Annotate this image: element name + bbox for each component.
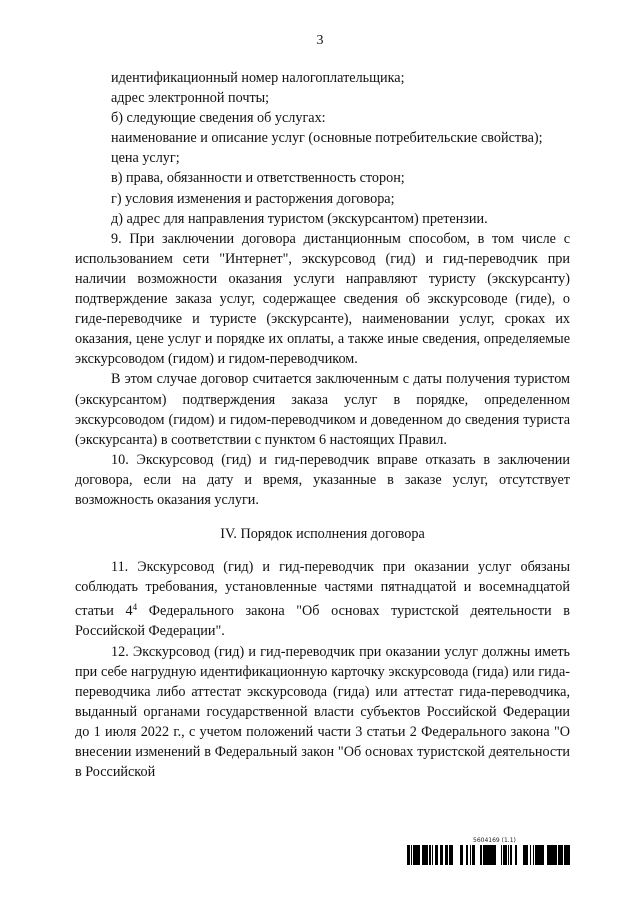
paragraph-9-continued: В этом случае договор считается заключенным с даты получения туристом (экскурсантом) подтверждения заказа услуг в порядке, определенном экскурсоводом (гидом) и гидом-переводчиком и доведенном до сведения туриста (экскурсанта) в соответствии с пунктом 6 настоящих Правил. <box>75 371 570 448</box>
barcode-image <box>407 845 570 865</box>
paragraph-10: 10. Экскурсовод (гид) и гид-переводчик вправе отказать в заключении договора, если на дату и время, указанные в заказе услуг, отсутствует возможность оказания услуги. <box>75 451 570 508</box>
page-number: 3 <box>316 33 324 48</box>
section-heading: IV. Порядок исполнения договора <box>220 526 425 543</box>
paragraph-11-text-end: Федерального закона "Об основах туристской деятельности в Российской Федерации". <box>75 603 570 640</box>
line-claims-address: д) адрес для направления туристом (экскурсантом) претензии. <box>111 210 488 227</box>
document-code: 5604169 (1.1) <box>473 837 516 844</box>
line-conditions: г) условия изменения и расторжения договора; <box>111 190 395 207</box>
paragraph-11-superscript: 4 <box>132 602 138 613</box>
line-services-info: б) следующие сведения об услугах: <box>111 110 326 127</box>
paragraph-12: 12. Экскурсовод (гид) и гид-переводчик при оказании услуг должны иметь при себе нагрудную идентификационную карточку экскурсовода (гида) или гида-переводчика либо аттестат экскурсовода (гида) или аттестат гида-переводчика, выданный органами государственной власти субъектов Российской Федерации до 1 июля 2022 г., с учетом положений части 3 статьи 2 Федерального закона "О внесении изменений в Федеральный закон "Об основах туристской деятельности в Российской <box>75 643 570 781</box>
line-rights: в) права, обязанности и ответственность сторон; <box>111 170 405 187</box>
line-service-name: наименование и описание услуг (основные потребительские свойства); <box>111 130 543 147</box>
line-tin: идентификационный номер налогоплательщика; <box>111 70 405 86</box>
paragraph-9: 9. При заключении договора дистанционным способом, в том числе с использованием сети "Интернет", экскурсовод (гид) и гид-переводчик при наличии возможности оказания услуги направляют туристу (экскурсанту) подтверждение заказа услуг, содержащее сведения об экскурсоводе (гиде), о гиде-переводчике и туристе (экскурсанте), наименовании услуг, сроках их оказания, цене услуг и порядке их оплаты, а также иные сведения, определяемые экскурсоводом (гидом) и гидом-переводчиком. <box>75 230 570 368</box>
paragraph-11-text: 11. Экскурсовод (гид) и гид-переводчик при оказании услуг обязаны соблюдать требования, установленные частями пятнадцатой и восемнадцатой статьи 4 <box>75 559 570 620</box>
document-body <box>75 68 570 782</box>
line-email: адрес электронной почты; <box>111 90 270 107</box>
paragraph-11 <box>75 557 570 641</box>
line-price: цена услуг; <box>111 150 180 167</box>
